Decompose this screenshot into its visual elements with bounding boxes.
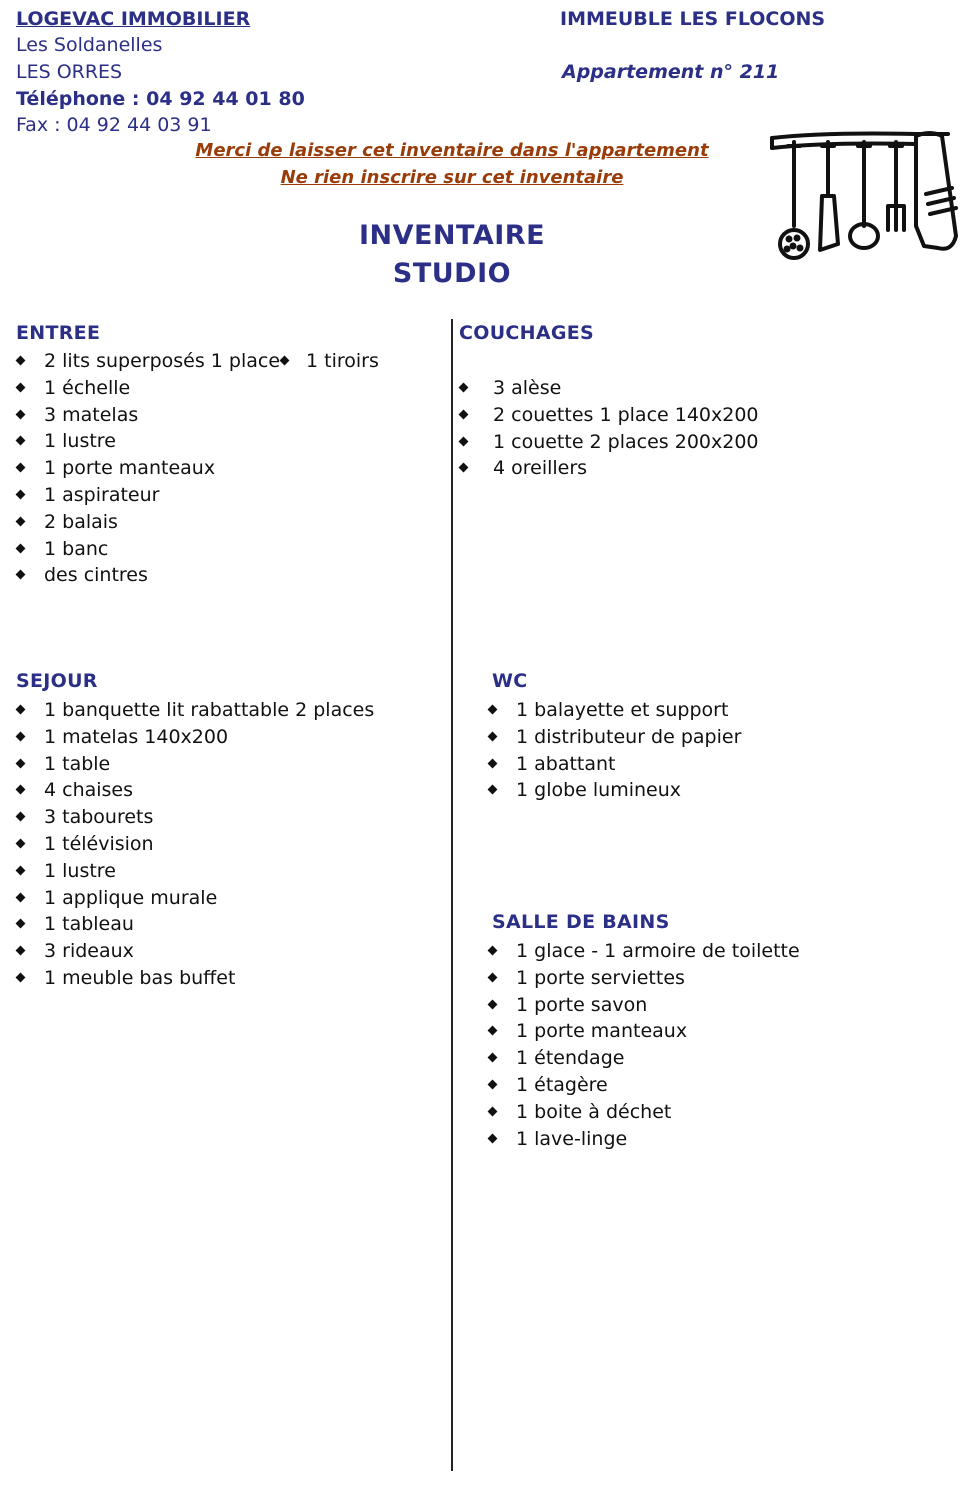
list-item (16, 858, 436, 885)
diamond-bullet-icon (488, 1053, 498, 1063)
list-item (488, 697, 948, 724)
section-entree (16, 348, 436, 589)
diamond-bullet-icon (16, 436, 26, 446)
item-label: 1 lave-linge (516, 1127, 628, 1150)
diamond-bullet-icon (16, 570, 26, 580)
agency-name: LOGEVAC IMMOBILIER (16, 8, 251, 30)
item-label: 1 glace - 1 armoire de toilette (516, 940, 800, 962)
diamond-bullet-icon (488, 1106, 498, 1116)
item-label: 1 couette 2 places 200x200 (493, 430, 759, 453)
notice-leave-inventory: Merci de laisser cet inventaire dans l'appartement (195, 140, 709, 161)
list-item (16, 751, 436, 778)
list-item (488, 1099, 948, 1126)
item-label: 1 tableau (44, 913, 134, 936)
diamond-bullet-icon (16, 973, 26, 983)
list-item (16, 697, 436, 724)
item-label: 2 balais (44, 510, 118, 533)
diamond-bullet-icon (16, 758, 26, 768)
list-item (16, 831, 436, 858)
diamond-bullet-icon (488, 731, 498, 741)
diamond-bullet-icon (488, 785, 498, 795)
diamond-bullet-icon (16, 705, 26, 715)
item-label: 1 échelle (44, 376, 131, 399)
list-item (16, 375, 436, 402)
item-label: 1 porte serviettes (516, 966, 685, 989)
item-label: 1 banquette lit rabattable 2 places (44, 699, 375, 721)
item-list-sejour (16, 697, 436, 992)
list-item (16, 938, 436, 965)
item-label: 3 rideaux (44, 940, 134, 963)
list-item (488, 938, 948, 965)
item-label: 1 banc (44, 537, 109, 560)
list-item (488, 724, 948, 751)
list-item (488, 1126, 948, 1153)
item-label: 4 chaises (44, 779, 134, 802)
item-label: 1 lustre (44, 430, 116, 453)
list-item (459, 375, 939, 402)
list-item (16, 562, 436, 589)
list-item (459, 429, 939, 456)
diamond-bullet-icon (16, 463, 26, 473)
item-label: 3 matelas (44, 403, 139, 426)
item-label: 1 balayette et support (516, 699, 729, 721)
list-item (16, 536, 436, 563)
item-list-entree (16, 348, 436, 589)
list-item-extra-entree (280, 348, 379, 375)
item-label: 1 porte manteaux (44, 457, 216, 480)
diamond-bullet-icon (459, 463, 469, 473)
list-item (16, 804, 436, 831)
list-item (488, 1072, 948, 1099)
diamond-bullet-icon (16, 865, 26, 875)
agency-address-line2: LES ORRES (16, 61, 123, 83)
item-label: 2 couettes 1 place 140x200 (493, 403, 759, 426)
section-title-salle-de-bains: SALLE DE BAINS (492, 911, 670, 933)
diamond-bullet-icon (16, 919, 26, 929)
apartment-number: Appartement n° 211 (562, 61, 780, 83)
diamond-bullet-icon (488, 1080, 498, 1090)
diamond-bullet-icon (16, 892, 26, 902)
agency-address-line1: Les Soldanelles (16, 34, 163, 56)
diamond-bullet-icon (16, 516, 26, 526)
agency-phone: Téléphone : 04 92 44 01 80 (16, 88, 305, 110)
diamond-bullet-icon (16, 839, 26, 849)
section-salle-de-bains (488, 938, 948, 1152)
diamond-bullet-icon (459, 383, 469, 393)
list-item (16, 724, 436, 751)
item-label: 1 meuble bas buffet (44, 966, 236, 989)
section-couchages (459, 375, 939, 482)
item-label: 1 porte manteaux (516, 1020, 688, 1043)
diamond-bullet-icon (16, 409, 26, 419)
page-subtitle: STUDIO (392, 258, 512, 289)
building-name: IMMEUBLE LES FLOCONS (560, 8, 826, 30)
list-item (488, 1018, 948, 1045)
item-label: 4 oreillers (493, 457, 588, 480)
item-label: 1 matelas 140x200 (44, 725, 229, 748)
list-item (488, 1045, 948, 1072)
list-item (16, 885, 436, 912)
item-label: 1 globe lumineux (516, 779, 682, 802)
list-item (16, 402, 436, 429)
diamond-bullet-icon (459, 436, 469, 446)
list-item (488, 965, 948, 992)
diamond-bullet-icon (16, 382, 26, 392)
item-label: 1 table (44, 752, 111, 775)
notice-do-not-write: Ne rien inscrire sur cet inventaire (280, 167, 624, 188)
diamond-bullet-icon (16, 785, 26, 795)
section-title-sejour: SEJOUR (16, 670, 98, 692)
diamond-bullet-icon (280, 356, 290, 366)
item-label: 1 porte savon (516, 993, 648, 1016)
list-item (16, 482, 436, 509)
section-wc (488, 697, 948, 804)
list-item (488, 777, 948, 804)
item-label: 1 abattant (516, 752, 616, 775)
item-label: 1 distributeur de papier (516, 725, 742, 748)
diamond-bullet-icon (488, 999, 498, 1009)
diamond-bullet-icon (488, 972, 498, 982)
list-item (16, 455, 436, 482)
list-item (16, 428, 436, 455)
item-label: 3 alèse (493, 377, 562, 399)
item-label: 3 tabourets (44, 806, 154, 829)
item-label: 1 étendage (516, 1047, 625, 1070)
item-label: 1 étagère (516, 1073, 608, 1096)
item-label: 1 télévision (44, 832, 154, 855)
list-item (488, 992, 948, 1019)
agency-fax: Fax : 04 92 44 03 91 (16, 114, 212, 136)
list-item (16, 911, 436, 938)
item-list-salle-de-bains (488, 938, 948, 1152)
item-list-wc (488, 697, 948, 804)
section-title-couchages: COUCHAGES (459, 322, 595, 344)
list-item (459, 402, 939, 429)
item-list-couchages (459, 375, 939, 482)
diamond-bullet-icon (488, 705, 498, 715)
column-divider (451, 319, 453, 1471)
diamond-bullet-icon (16, 543, 26, 553)
list-item (16, 965, 436, 992)
diamond-bullet-icon (488, 1026, 498, 1036)
diamond-bullet-icon (488, 758, 498, 768)
section-title-entree: ENTREE (16, 322, 101, 344)
diamond-bullet-icon (459, 409, 469, 419)
diamond-bullet-icon (488, 1133, 498, 1143)
section-sejour (16, 697, 436, 992)
diamond-bullet-icon (16, 356, 26, 366)
item-label: 1 boite à déchet (516, 1100, 672, 1123)
kitchen-utensils-icon (766, 126, 960, 268)
list-item (459, 455, 939, 482)
diamond-bullet-icon (16, 946, 26, 956)
list-item (16, 509, 436, 536)
list-item (280, 348, 379, 375)
item-label: 1 aspirateur (44, 483, 160, 506)
item-label: 1 tiroirs (306, 350, 379, 372)
item-label: 1 applique murale (44, 886, 218, 909)
diamond-bullet-icon (16, 812, 26, 822)
item-label: des cintres (44, 564, 148, 587)
list-item (16, 777, 436, 804)
item-label: 2 lits superposés 1 place (44, 350, 281, 372)
diamond-bullet-icon (16, 731, 26, 741)
list-item (488, 751, 948, 778)
diamond-bullet-icon (16, 490, 26, 500)
item-label: 1 lustre (44, 859, 116, 882)
page-title: INVENTAIRE (358, 220, 546, 251)
diamond-bullet-icon (488, 946, 498, 956)
section-title-wc: WC (492, 670, 528, 692)
